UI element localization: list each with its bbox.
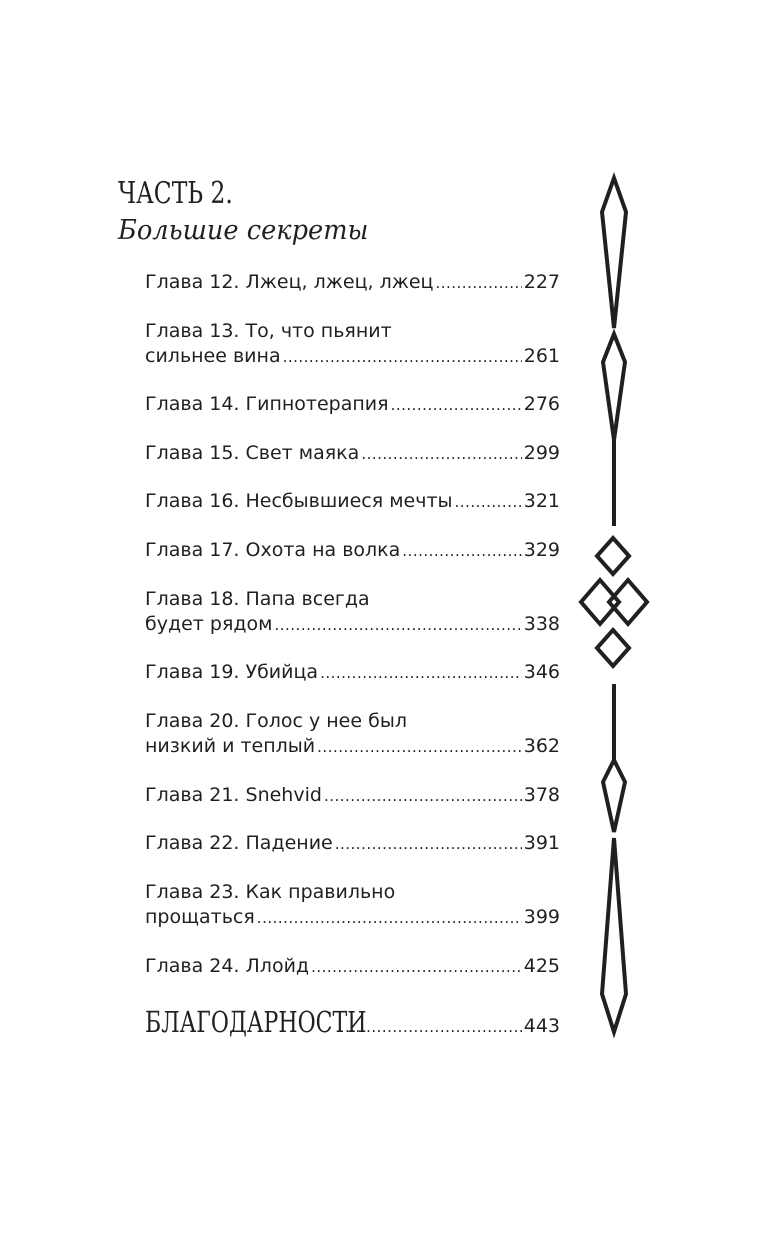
dot-leader bbox=[335, 831, 522, 857]
dot-leader bbox=[435, 270, 521, 296]
toc-entry-title: Глава 15. Свет маяка bbox=[145, 442, 360, 464]
toc-entry-title: Глава 22. Падение bbox=[145, 832, 333, 854]
toc-entry-title: Глава 19. Убийца bbox=[145, 661, 319, 683]
ornament-diamond-upper bbox=[603, 334, 625, 440]
dot-leader bbox=[391, 392, 522, 418]
part-heading: ЧАСТЬ 2. bbox=[118, 176, 233, 211]
toc-entry-ch15[interactable] bbox=[145, 440, 560, 466]
toc-page-number: 276 bbox=[523, 393, 560, 415]
toc-entry-ch12[interactable] bbox=[145, 269, 560, 295]
toc-entry-ch20-line1[interactable] bbox=[145, 708, 560, 734]
acknowledgements-heading: БЛАГОДАРНОСТИ bbox=[145, 1005, 367, 1039]
toc-entry-title-cont: низкий и теплый bbox=[145, 735, 316, 757]
ornament-knot-right bbox=[609, 580, 647, 624]
toc-page-number: 321 bbox=[523, 490, 560, 512]
toc-page-number: 227 bbox=[523, 271, 560, 293]
toc-entry-title-cont: сильнее вина bbox=[145, 345, 281, 367]
toc-page-number: 261 bbox=[523, 345, 560, 367]
ornament-knot-bottom bbox=[597, 630, 629, 666]
toc-page-number: 299 bbox=[523, 442, 560, 464]
toc-page-number: 391 bbox=[523, 832, 560, 854]
toc-entry-title: Глава 17. Охота на волка bbox=[145, 539, 401, 561]
dot-leader bbox=[317, 734, 522, 760]
dot-leader bbox=[324, 783, 522, 809]
dot-leader bbox=[311, 954, 522, 980]
toc-entry-ch14[interactable] bbox=[145, 391, 560, 417]
ornament-diamond-lower bbox=[603, 760, 625, 832]
toc-entry-title: Глава 23. Как правильно bbox=[145, 881, 396, 903]
toc-entry-title: Глава 13. То, что пьянит bbox=[145, 320, 392, 342]
toc-entry-title: Глава 20. Голос у нее был bbox=[145, 710, 407, 732]
toc-page-number: 378 bbox=[523, 784, 560, 806]
toc-entry-ch18-line1[interactable] bbox=[145, 586, 560, 612]
toc-entry-ch13[interactable] bbox=[145, 343, 560, 369]
toc-entry-title: Глава 16. Несбывшиеся мечты bbox=[145, 490, 453, 512]
part-subtitle: Большие секреты bbox=[118, 215, 369, 246]
toc-entry-title: Глава 24. Ллойд bbox=[145, 955, 310, 977]
toc-entry-ch21[interactable] bbox=[145, 782, 560, 808]
toc-entry-ch23-line1[interactable] bbox=[145, 879, 560, 905]
dot-leader bbox=[402, 538, 521, 564]
ornament-diamond-bottom bbox=[602, 838, 626, 1032]
ornament-knot-top bbox=[597, 538, 629, 574]
dot-leader bbox=[320, 660, 522, 686]
toc-entry-title: Глава 14. Гипнотерапия bbox=[145, 393, 389, 415]
toc-page-number: 399 bbox=[523, 906, 560, 928]
toc-entry-ch18[interactable] bbox=[145, 611, 560, 637]
toc-entry-title: Глава 21. Snehvid bbox=[145, 784, 322, 806]
dot-leader bbox=[274, 612, 521, 638]
toc-entry-ch13-line1[interactable] bbox=[145, 318, 560, 344]
dot-leader bbox=[345, 1018, 522, 1036]
toc-entry-acknowledgements[interactable] bbox=[145, 1004, 560, 1040]
dot-leader bbox=[257, 905, 522, 931]
toc-page-number: 346 bbox=[523, 661, 560, 683]
toc-entry-title-cont: будет рядом bbox=[145, 613, 273, 635]
decorative-ornament-icon bbox=[570, 170, 660, 1040]
toc-entry-ch17[interactable] bbox=[145, 537, 560, 563]
toc-page-number: 443 bbox=[523, 1015, 560, 1037]
dot-leader bbox=[455, 489, 522, 515]
toc-entry-title: Глава 12. Лжец, лжец, лжец bbox=[145, 271, 434, 293]
toc-entry-title-cont: прощаться bbox=[145, 906, 255, 928]
toc-entry-ch19[interactable] bbox=[145, 659, 560, 685]
toc-entry-ch16[interactable] bbox=[145, 488, 560, 514]
toc-entry-ch22[interactable] bbox=[145, 830, 560, 856]
toc-page-number: 329 bbox=[523, 539, 560, 561]
toc-entry-ch23[interactable] bbox=[145, 904, 560, 930]
ornament-knot-left bbox=[581, 580, 619, 624]
dot-leader bbox=[283, 344, 522, 370]
toc-page-number: 425 bbox=[523, 955, 560, 977]
toc-page-number: 338 bbox=[523, 613, 560, 635]
toc-entry-ch20[interactable] bbox=[145, 733, 560, 759]
toc-page-number: 362 bbox=[523, 735, 560, 757]
ornament-diamond-top bbox=[602, 178, 626, 328]
dot-leader bbox=[361, 441, 521, 467]
toc-entry-ch24[interactable] bbox=[145, 953, 560, 979]
toc-entry-title: Глава 18. Папа всегда bbox=[145, 588, 370, 610]
